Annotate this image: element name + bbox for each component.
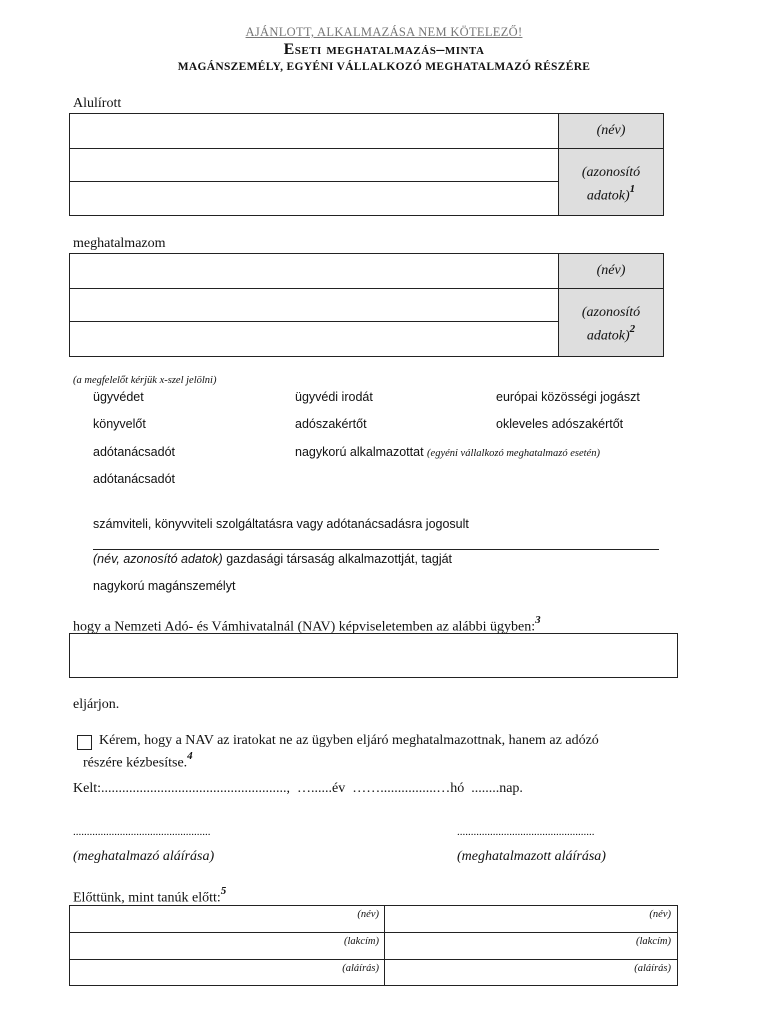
option-tax-advisor[interactable]: adótanácsadót [93,445,176,459]
form-title: Eseti meghatalmazás–minta [283,41,485,58]
agent-table [69,253,664,357]
agent-signature-dots[interactable]: .................................................. [457,826,595,838]
matter-field[interactable] [69,633,678,678]
recommendation-notice: AJÁNLOTT, ALKALMAZÁSA NEM KÖTELEZŐ! [245,25,523,39]
witness2-signature-field[interactable]: (aláírás) [634,963,671,974]
witness2-name-field[interactable]: (név) [649,909,671,920]
option-tax-advisor-2[interactable]: adótanácsadót [93,472,176,486]
agent-signature-label: (meghatalmazott aláírása) [457,849,606,864]
delivery-checkbox[interactable] [77,735,92,750]
option-company-employee[interactable]: számviteli, könyvviteli szolgáltatásra vagy adótanácsadásra jogosult [93,517,469,531]
option-adult-employee-note: (egyéni vállalkozó meghatalmazó esetén) [427,448,600,459]
witnesses-row-divider [70,932,677,933]
witnesses-row-divider [70,959,677,960]
delivery-text-line2-text: részére kézbesítse. [83,755,188,771]
option-private-person[interactable]: nagykorú magánszemélyt [93,579,236,593]
principal-name-hint: (név) [596,123,626,138]
agent-name-hint: (név) [596,263,626,278]
option-tax-expert[interactable]: adószakértőt [295,417,367,431]
witness2-address-field[interactable]: (lakcím) [636,936,671,947]
principal-signature-dots[interactable]: .................................................. [73,826,211,838]
delivery-text-line2 [83,752,193,772]
delivery-text-line1: Kérem, hogy a NAV az iratokat ne az ügyben eljáró meghatalmazottnak, hanem az adózó [99,733,599,748]
agent-name-field[interactable] [70,254,557,288]
company-hint: (név, azonosító adatok) [93,552,223,566]
footnote-4: 4 [187,750,193,762]
option-accountant[interactable]: könyvelőt [93,417,146,431]
company-name-line[interactable] [93,549,659,550]
principal-id-field-1[interactable] [70,149,557,181]
option-adult-employee-label: nagykorú alkalmazottat [295,445,424,459]
option-lawyer[interactable]: ügyvédet [93,390,144,404]
witnesses-label-text: Előttünk, mint tanúk előtt: [73,890,221,906]
date-line[interactable]: Kelt:....................................................., …......év ……................…hó ........nap. [73,781,523,796]
footnote-3: 3 [535,614,541,626]
option-eu-lawyer[interactable]: európai közösségi jogászt [496,390,640,404]
principal-id-hint [559,164,663,206]
witness1-address-field[interactable]: (lakcím) [344,936,379,947]
agent-id-hint [559,304,663,346]
footnote-1: 1 [629,183,636,195]
witness1-signature-field[interactable]: (aláírás) [342,963,379,974]
principal-table [69,113,664,216]
principal-id-field-2[interactable] [70,182,557,215]
option-law-firm[interactable]: ügyvédi irodát [295,390,373,404]
agent-id-field-1[interactable] [70,289,557,321]
footnote-2: 2 [629,323,636,335]
witnesses-label [73,887,226,907]
principal-name-field[interactable] [70,114,557,148]
agent-id-hint-text: (azonosító adatok) [581,305,641,344]
option-certified-tax-expert[interactable]: okleveles adószakértőt [496,417,624,431]
principal-id-hint-text: (azonosító adatok) [581,165,641,204]
company-suffix: gazdasági társaság alkalmazottját, tagját [222,552,453,566]
principal-signature-label: (meghatalmazó aláírása) [73,849,215,864]
option-adult-employee[interactable] [295,445,600,459]
company-hint-row [93,552,452,566]
footnote-5: 5 [220,885,227,897]
form-subtitle: MAGÁNSZEMÉLY, EGYÉNI VÁLLALKOZÓ MEGHATALMAZÓ RÉSZÉRE [177,61,591,73]
matter-closing: eljárjon. [73,697,120,712]
agent-label: meghatalmazom [73,236,166,251]
matter-label-text: hogy a Nemzeti Adó- és Vámhivatalnál (NAV) képviseletemben az alábbi ügyben: [73,619,536,635]
agent-id-field-2[interactable] [70,322,557,356]
principal-label: Alulírott [73,96,122,111]
selection-instruction: (a megfelelőt kérjük x-szel jelölni) [73,375,217,386]
witnesses-table [69,905,678,986]
witness1-name-field[interactable]: (név) [357,909,379,920]
